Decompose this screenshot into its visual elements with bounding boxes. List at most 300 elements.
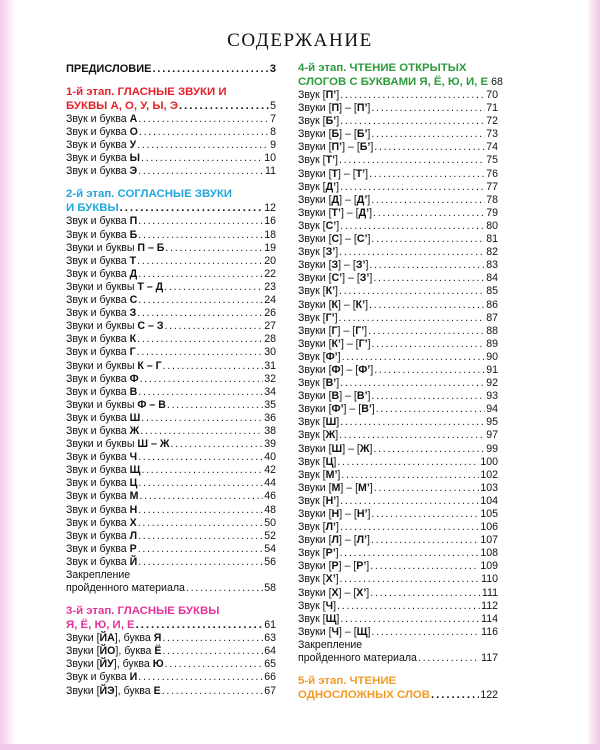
entry-middle: ] [333, 599, 337, 612]
entry-text [298, 403, 375, 416]
entry-text [298, 626, 370, 639]
entry-prefix: Звук и буква [66, 464, 130, 477]
entry-middle: ] [336, 180, 340, 193]
entry-page: 30 [264, 346, 276, 359]
entry-text [298, 233, 370, 246]
entry-suffix: ] [365, 259, 369, 272]
toc-entry[interactable] [66, 242, 276, 255]
toc-entry[interactable] [66, 126, 276, 139]
toc-entry[interactable] [298, 573, 498, 586]
entry-prefix: Звук и буква [66, 555, 130, 568]
entry-middle: ] – [ [339, 102, 357, 115]
entry-letter: Б [331, 128, 340, 141]
entry-letter: В [129, 385, 138, 398]
entry-page: 42 [264, 464, 276, 477]
entry-page: 92 [486, 377, 498, 390]
leader-dots [371, 534, 479, 547]
entry-letter: Ш [331, 442, 343, 455]
stage-3-entries [66, 632, 276, 697]
entry-middle: ] – [ [343, 403, 362, 416]
leader-dots [340, 613, 480, 626]
entry-page: 111 [481, 586, 498, 599]
entry-prefix: Звук и буква [66, 215, 130, 228]
toc-entry[interactable] [298, 272, 498, 285]
toc-entry[interactable] [66, 451, 276, 464]
entry-middle: ] [336, 612, 340, 625]
entry-prefix: Звук и буква [66, 671, 130, 684]
entry-letter: Щ [325, 612, 337, 625]
section-head: 4-й этап. ЧТЕНИЕ ОТКРЫТЫХ [298, 62, 467, 74]
entry-prefix: Звуки [ [298, 534, 332, 547]
toc-entry[interactable] [66, 632, 276, 645]
toc-entry[interactable] [66, 517, 276, 530]
section-tail-line [298, 75, 503, 90]
entry-page: 90 [486, 350, 498, 363]
section-stage-3[interactable] [66, 605, 276, 632]
leader-dots [162, 632, 263, 645]
section-tail-line [66, 100, 276, 114]
entry-middle: ] [336, 89, 340, 101]
entry-letter-2: Е [153, 684, 161, 697]
toc-entry[interactable] [66, 399, 276, 412]
entry-text [66, 333, 136, 346]
entry-page: 99 [486, 442, 498, 455]
entry-text [66, 451, 137, 464]
entry-page: 11 [265, 165, 276, 178]
toc-entry[interactable] [298, 207, 498, 220]
toc-entry[interactable] [66, 360, 276, 373]
toc-entry[interactable] [298, 482, 498, 495]
toc-entry[interactable] [298, 469, 498, 482]
entry-page: 27 [264, 320, 276, 333]
toc-entry[interactable] [66, 530, 276, 543]
entry-text [298, 416, 339, 429]
entry-letter: П – Б [137, 241, 165, 254]
toc-entry[interactable] [66, 320, 276, 333]
entry-prefix: Звук и буква [66, 307, 130, 320]
entry-letter: Г [331, 324, 338, 337]
entry-text [66, 320, 163, 333]
entry-middle: ] – [ [338, 298, 356, 311]
toc-entry[interactable] [298, 115, 498, 128]
entry-middle: ] – [ [340, 363, 359, 376]
entry-page: 18 [264, 228, 276, 241]
entry-middle: ] [335, 429, 339, 442]
toc-entry[interactable] [298, 403, 498, 416]
entry-prefix: Звуки [ [298, 298, 332, 311]
entry-text [66, 294, 137, 307]
toc-entry[interactable] [298, 364, 498, 377]
entry-page: 103 [480, 481, 498, 494]
entry-letter: З [331, 259, 339, 272]
section-stage-4[interactable] [298, 62, 503, 89]
leader-dots [371, 508, 479, 521]
entry-middle: ] – [ [340, 337, 359, 350]
toc-entry[interactable] [66, 685, 276, 698]
leader-dots [342, 351, 486, 364]
entry-text [298, 312, 338, 325]
entry-letter-2: Я [153, 632, 162, 645]
entry-text [298, 534, 370, 547]
entry-page: 8 [270, 126, 276, 139]
toc-entry[interactable] [66, 139, 276, 152]
toc-entry[interactable] [298, 600, 498, 613]
entry-text [66, 215, 137, 228]
toc-entry[interactable] [66, 373, 276, 386]
toc-entry[interactable] [66, 294, 276, 307]
entry-letter: Щ [129, 464, 141, 477]
review-entry[interactable] [298, 652, 498, 665]
leader-dots [163, 360, 264, 373]
entry-text [298, 115, 339, 128]
entry-letter: Ф [129, 372, 139, 385]
entry-page: 24 [264, 294, 276, 307]
toc-entry[interactable] [66, 386, 276, 399]
entry-page: 81 [486, 233, 498, 246]
entry-page: 44 [264, 477, 276, 490]
leader-dots [137, 307, 263, 320]
entry-text [298, 351, 341, 364]
entry-text [66, 229, 137, 242]
entry-letter: Д’ [325, 180, 337, 193]
entry-text [66, 165, 137, 178]
leader-dots [139, 126, 269, 139]
entry-page: 82 [486, 246, 498, 259]
toc-entry[interactable] [66, 152, 276, 165]
entry-middle: ] [336, 494, 340, 507]
toc-entry[interactable] [66, 255, 276, 268]
section-tail: И БУКВЫ [66, 201, 119, 214]
toc-entry[interactable] [298, 626, 498, 639]
entry-text [66, 255, 136, 268]
leader-dots [370, 560, 479, 573]
toc-entry[interactable] [66, 307, 276, 320]
entry-prefix: Звуки [ [298, 481, 332, 494]
entry-text [298, 495, 339, 508]
leader-dots [141, 464, 263, 477]
spacer [66, 595, 276, 605]
entry-letter: К – Г [137, 359, 162, 372]
leader-dots [340, 89, 485, 102]
entry-prefix: Звуки и буквы [66, 241, 138, 254]
leader-dots [120, 202, 264, 216]
entry-page: 38 [264, 424, 276, 437]
entry-letter-2: З’ [355, 259, 366, 272]
entry-middle: ] – [ [339, 508, 357, 520]
entry-page: 48 [264, 503, 276, 516]
toc-entry[interactable] [298, 168, 498, 181]
entry-letter: П’ [331, 141, 343, 154]
review-text: пройденного материала [66, 582, 185, 595]
section-stage-5[interactable] [298, 675, 498, 702]
toc-entry[interactable] [298, 285, 498, 298]
entry-page: 107 [480, 534, 498, 547]
leader-dots [138, 113, 269, 126]
entry-letter-2: Л’ [356, 534, 368, 547]
entry-letter: Ш [325, 416, 337, 429]
entry-letter: Ф’ [325, 350, 338, 363]
entry-text [298, 285, 338, 298]
toc-entry[interactable] [66, 425, 276, 438]
toc-entry[interactable] [298, 377, 498, 390]
entry-letter: Ф – В [137, 398, 166, 411]
leader-dots [339, 246, 485, 259]
entry-letter: К’ [331, 337, 341, 350]
toc-entry[interactable] [66, 333, 276, 346]
toc-entry[interactable] [66, 438, 276, 451]
entry-letter: К’ [325, 285, 336, 298]
entry-middle: ], буква [114, 684, 154, 697]
section-stage-2[interactable] [66, 188, 276, 215]
entry-letter: С’ [331, 272, 343, 285]
toc-entry[interactable] [66, 464, 276, 477]
toc-entry[interactable] [298, 521, 498, 534]
entry-letter-2: К’ [355, 298, 366, 311]
entry-text [298, 508, 370, 521]
entry-middle: ] [335, 154, 338, 167]
toc-entry[interactable] [66, 412, 276, 425]
toc-entry[interactable] [66, 490, 276, 503]
entry-page: 31 [264, 359, 276, 372]
entry-text [298, 207, 372, 220]
entry-text [66, 268, 137, 281]
entry-letter: Ы [129, 152, 141, 165]
section-stage-1[interactable] [66, 86, 276, 113]
entry-text [66, 425, 139, 438]
toc-entry[interactable] [66, 671, 276, 684]
entry-text [298, 325, 367, 338]
entry-prefix: Звук [ [298, 547, 326, 560]
entry-text [298, 181, 339, 194]
toc-entry[interactable] [298, 154, 498, 167]
toc-entry[interactable] [66, 268, 276, 281]
toc-entry[interactable] [298, 299, 498, 312]
entry-page: 26 [264, 307, 276, 320]
entry-prefix: Звуки [ [298, 508, 332, 520]
leader-dots [138, 530, 263, 543]
toc-entry[interactable] [66, 645, 276, 658]
toc-entry[interactable] [298, 456, 498, 469]
toc-entry[interactable] [298, 443, 498, 456]
entry-page: 89 [486, 337, 498, 350]
entry-text [298, 377, 339, 390]
entry-text [66, 645, 161, 658]
toc-entry[interactable] [298, 312, 498, 325]
toc-entry[interactable] [298, 338, 498, 351]
section-head: 5-й этап. ЧТЕНИЕ [298, 675, 397, 688]
entry-page: 112 [481, 599, 498, 612]
entry-letter: Н’ [325, 494, 337, 507]
entry-prefix: Звук [ [298, 468, 326, 481]
review-text: пройденного материала [298, 652, 417, 665]
entry-page: 79 [486, 206, 498, 219]
entry-text [298, 456, 336, 469]
toc-entry[interactable] [298, 102, 498, 115]
toc-preface[interactable] [66, 62, 276, 76]
toc-entry[interactable] [66, 215, 276, 228]
leader-dots [341, 469, 479, 482]
entry-letter: Л’ [325, 521, 337, 534]
entry-text [66, 360, 162, 373]
entry-letter: Ж [325, 429, 336, 442]
entry-middle: ] [335, 547, 339, 560]
leader-dots [337, 456, 479, 469]
entry-prefix: Звук и буква [66, 126, 130, 139]
entry-page: 87 [486, 311, 498, 324]
toc-entry[interactable] [298, 259, 498, 272]
leader-dots [371, 194, 485, 207]
entry-letter: С – З [137, 320, 164, 333]
entry-middle: ] – [ [339, 390, 357, 403]
section-head: 2-й этап. СОГЛАСНЫЕ ЗВУКИ [66, 188, 232, 201]
entry-text [66, 152, 140, 165]
leader-dots [371, 102, 485, 115]
entry-letter-2: Б’ [359, 141, 371, 154]
toc-entry[interactable] [66, 556, 276, 569]
entry-prefix: Звуки и буквы [66, 359, 138, 372]
toc-entry[interactable] [66, 113, 276, 126]
entry-letter: Г [129, 346, 136, 359]
toc-entry[interactable] [298, 547, 498, 560]
entry-letter-2: В’ [361, 403, 372, 416]
entry-letter-2: Ё [154, 645, 162, 658]
section-tail-line [298, 689, 498, 703]
leader-dots [179, 100, 269, 114]
entry-text [66, 242, 164, 255]
toc-entry[interactable] [298, 508, 498, 521]
toc-entry[interactable] [66, 346, 276, 359]
entry-page: 34 [264, 385, 276, 398]
entry-letter-2: Г’ [355, 324, 365, 337]
toc-entry[interactable] [66, 477, 276, 490]
entry-prefix: Звук и буква [66, 490, 130, 503]
entry-letter-2: В’ [356, 390, 368, 403]
toc-entry[interactable] [298, 89, 498, 102]
entry-letter: К [129, 333, 137, 346]
toc-entry[interactable] [298, 390, 498, 403]
toc-entry[interactable] [298, 613, 498, 626]
entry-letter: М [331, 481, 341, 494]
entry-text [298, 482, 373, 495]
toc-entry[interactable] [66, 543, 276, 556]
toc-entry[interactable] [298, 128, 498, 141]
review-entry[interactable] [66, 582, 276, 595]
entry-page: 7 [270, 113, 276, 125]
entry-prefix: Звуки и буквы [66, 320, 138, 333]
toc-entry[interactable] [298, 495, 498, 508]
toc-entry[interactable] [298, 416, 498, 429]
entry-page: 116 [481, 625, 498, 638]
entry-page: 23 [264, 280, 276, 293]
entry-page: 86 [486, 298, 498, 311]
toc-entry[interactable] [298, 429, 498, 442]
entry-suffix: ] [370, 141, 374, 154]
entry-letter: И [129, 671, 138, 684]
toc-entry[interactable] [66, 281, 276, 294]
entry-prefix: Звук и буква [66, 424, 130, 437]
leader-dots [138, 165, 264, 178]
toc-entry[interactable] [298, 587, 498, 600]
entry-middle: ] [337, 350, 341, 363]
leader-dots [339, 429, 485, 442]
entry-page: 85 [486, 285, 498, 298]
entry-text [298, 521, 339, 534]
entry-page: 72 [486, 115, 498, 128]
entry-prefix: Звук и буква [66, 529, 130, 542]
leader-dots [369, 168, 485, 181]
entry-suffix: ] [367, 193, 371, 206]
entry-prefix: Звук и буква [66, 267, 130, 280]
toc-entry[interactable] [298, 351, 498, 364]
toc-entry[interactable] [298, 325, 498, 338]
entry-suffix: ] [366, 586, 370, 599]
entry-prefix: Звуки и буквы [66, 280, 138, 293]
entry-middle: ] – [ [338, 259, 356, 272]
toc-left-column [66, 62, 276, 698]
entry-page: 67 [264, 684, 276, 697]
entry-middle: ] – [ [342, 141, 360, 154]
toc-entry[interactable] [66, 658, 276, 671]
entry-page: 110 [481, 573, 498, 586]
entry-letter-2: З’ [359, 272, 370, 285]
entry-page: 71 [486, 102, 498, 115]
entry-page: 109 [480, 560, 498, 573]
section-tail: Я, Ё, Ю, И, Е [66, 618, 135, 631]
leader-dots [167, 399, 263, 412]
page-title: СОДЕРЖАНИЕ [227, 30, 373, 51]
entry-page: 102 [480, 468, 498, 481]
toc-entry[interactable] [66, 229, 276, 242]
entry-page: 65 [264, 658, 276, 671]
entry-suffix: ] [367, 534, 370, 547]
entry-letter: Ш [129, 411, 141, 424]
entry-letter: Т’ [331, 206, 341, 219]
toc-entry[interactable] [298, 141, 498, 154]
entry-page: 36 [264, 411, 276, 424]
toc-entry[interactable] [298, 194, 498, 207]
entry-letter: Б [129, 228, 138, 241]
toc-entry[interactable] [298, 233, 498, 246]
entry-prefix: Звук [ [298, 154, 326, 167]
entry-prefix: Звуки и буквы [66, 398, 138, 411]
toc-entry[interactable] [298, 220, 498, 233]
toc-entry[interactable] [298, 534, 498, 547]
entry-text [298, 573, 339, 586]
toc-entry[interactable] [66, 165, 276, 178]
entry-page: 32 [264, 372, 276, 385]
entry-prefix: Звук [ [298, 521, 326, 534]
entry-page: 54 [264, 542, 276, 555]
entry-text [298, 390, 370, 403]
leader-dots [373, 443, 485, 456]
entry-middle: ] – [ [342, 442, 360, 455]
entry-letter: Д [331, 193, 340, 206]
toc-entry[interactable] [298, 560, 498, 573]
toc-entry[interactable] [66, 504, 276, 517]
entry-page: 94 [486, 403, 498, 416]
entry-prefix: Звуки [ [66, 632, 100, 645]
leader-dots [337, 600, 480, 613]
toc-entry[interactable] [298, 181, 498, 194]
toc-entry[interactable] [298, 246, 498, 259]
entry-prefix: Звук [ [298, 219, 326, 232]
entry-middle: ] [336, 115, 340, 128]
entry-text [66, 517, 137, 530]
entry-letter-2: Р’ [356, 560, 367, 573]
entry-prefix: Звуки [ [298, 586, 332, 599]
entry-suffix: ] [367, 102, 371, 115]
entry-letter: ЙА [99, 632, 115, 645]
